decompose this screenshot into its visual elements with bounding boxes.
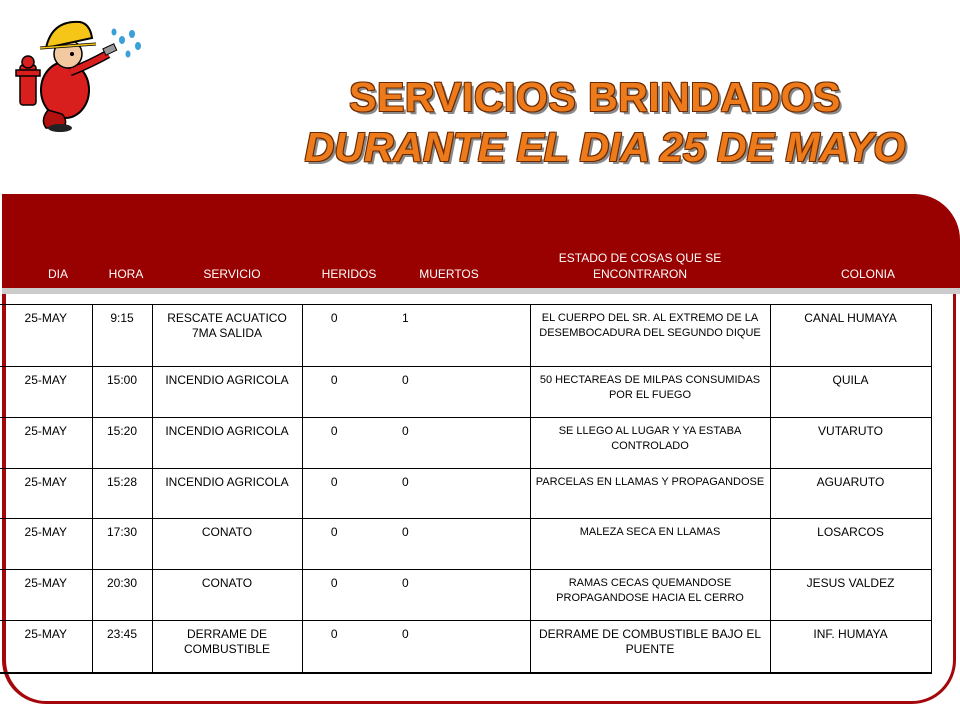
cell-muertos: 0: [366, 519, 530, 570]
cell-estado: MALEZA SECA EN LLAMAS: [530, 519, 770, 570]
cell-muertos: 0: [366, 621, 530, 673]
header-colonia: COLONIA: [840, 267, 895, 281]
cell-estado: RAMAS CECAS QUEMANDOSE PROPAGANDOSE HACIA EL CERRO: [530, 570, 770, 621]
header-dia: DIA: [47, 267, 68, 281]
header-hora: HORA: [108, 267, 144, 281]
cell-heridos: 0: [302, 367, 366, 418]
cell-servicio: CONATO: [152, 519, 302, 570]
header-servicio: SERVICIO: [203, 267, 261, 281]
cell-servicio: RESCATE ACUATICO 7MA SALIDA: [152, 305, 302, 367]
table-row: [0, 305, 931, 367]
table-row: [0, 519, 931, 570]
cell-estado: DERRAME DE COMBUSTIBLE BAJO EL PUENTE: [530, 621, 770, 673]
cell-heridos: 0: [302, 519, 366, 570]
cell-heridos: 0: [302, 305, 366, 367]
cell-estado: EL CUERPO DEL SR. AL EXTREMO DE LA DESEMBOCADURA DEL SEGUNDO DIQUE: [530, 305, 770, 367]
cell-dia: 25-MAY: [0, 418, 92, 469]
cell-servicio: DERRAME DE COMBUSTIBLE: [152, 621, 302, 673]
cell-dia: 25-MAY: [0, 621, 92, 673]
cell-hora: 20:30: [92, 570, 152, 621]
cell-muertos: 0: [366, 469, 530, 519]
cell-hora: 15:28: [92, 469, 152, 519]
header-estado: ESTADO DE COSAS QUE SE ENCONTRARON: [558, 251, 722, 281]
cell-estado: SE LLEGO AL LUGAR Y YA ESTABA CONTROLADO: [530, 418, 770, 469]
cell-estado: 50 HECTAREAS DE MILPAS CONSUMIDAS POR EL FUEGO: [530, 367, 770, 418]
cell-muertos: 0: [366, 570, 530, 621]
cell-hora: 17:30: [92, 519, 152, 570]
cell-dia: 25-MAY: [0, 469, 92, 519]
cell-servicio: CONATO: [152, 570, 302, 621]
cell-servicio: INCENDIO AGRICOLA: [152, 367, 302, 418]
cell-hora: 15:20: [92, 418, 152, 469]
cell-hora: 15:00: [92, 367, 152, 418]
table-row: [0, 367, 931, 418]
cell-colonia: VUTARUTO: [770, 418, 931, 469]
cell-muertos: 1: [366, 305, 530, 367]
table-row: [0, 469, 931, 519]
table-row: [0, 621, 931, 673]
cell-dia: 25-MAY: [0, 519, 92, 570]
table-row: [0, 570, 931, 621]
header-muertos: MUERTOS: [419, 267, 479, 281]
cell-colonia: AGUARUTO: [770, 469, 931, 519]
cell-colonia: INF. HUMAYA: [770, 621, 931, 673]
cell-colonia: JESUS VALDEZ: [770, 570, 931, 621]
services-table: [0, 304, 932, 674]
cell-colonia: LOSARCOS: [770, 519, 931, 570]
services-table-body: [0, 305, 931, 673]
cell-hora: 9:15: [92, 305, 152, 367]
cell-dia: 25-MAY: [0, 305, 92, 367]
cell-heridos: 0: [302, 469, 366, 519]
cell-muertos: 0: [366, 367, 530, 418]
title-line-2: DURANTE EL DIA 25 DE MAYO: [304, 124, 906, 170]
cell-muertos: 0: [366, 418, 530, 469]
cell-heridos: 0: [302, 418, 366, 469]
cell-estado: PARCELAS EN LLAMAS Y PROPAGANDOSE: [530, 469, 770, 519]
cell-servicio: INCENDIO AGRICOLA: [152, 469, 302, 519]
title-line-1: SERVICIOS BRINDADOS: [349, 74, 841, 120]
cell-servicio: INCENDIO AGRICOLA: [152, 418, 302, 469]
table-row: [0, 418, 931, 469]
cell-dia: 25-MAY: [0, 367, 92, 418]
cell-heridos: 0: [302, 621, 366, 673]
cell-colonia: CANAL HUMAYA: [770, 305, 931, 367]
cell-dia: 25-MAY: [0, 570, 92, 621]
cell-colonia: QUILA: [770, 367, 931, 418]
table-header-band: [2, 194, 960, 288]
cell-heridos: 0: [302, 570, 366, 621]
cell-hora: 23:45: [92, 621, 152, 673]
header-heridos: HERIDOS: [321, 267, 377, 281]
